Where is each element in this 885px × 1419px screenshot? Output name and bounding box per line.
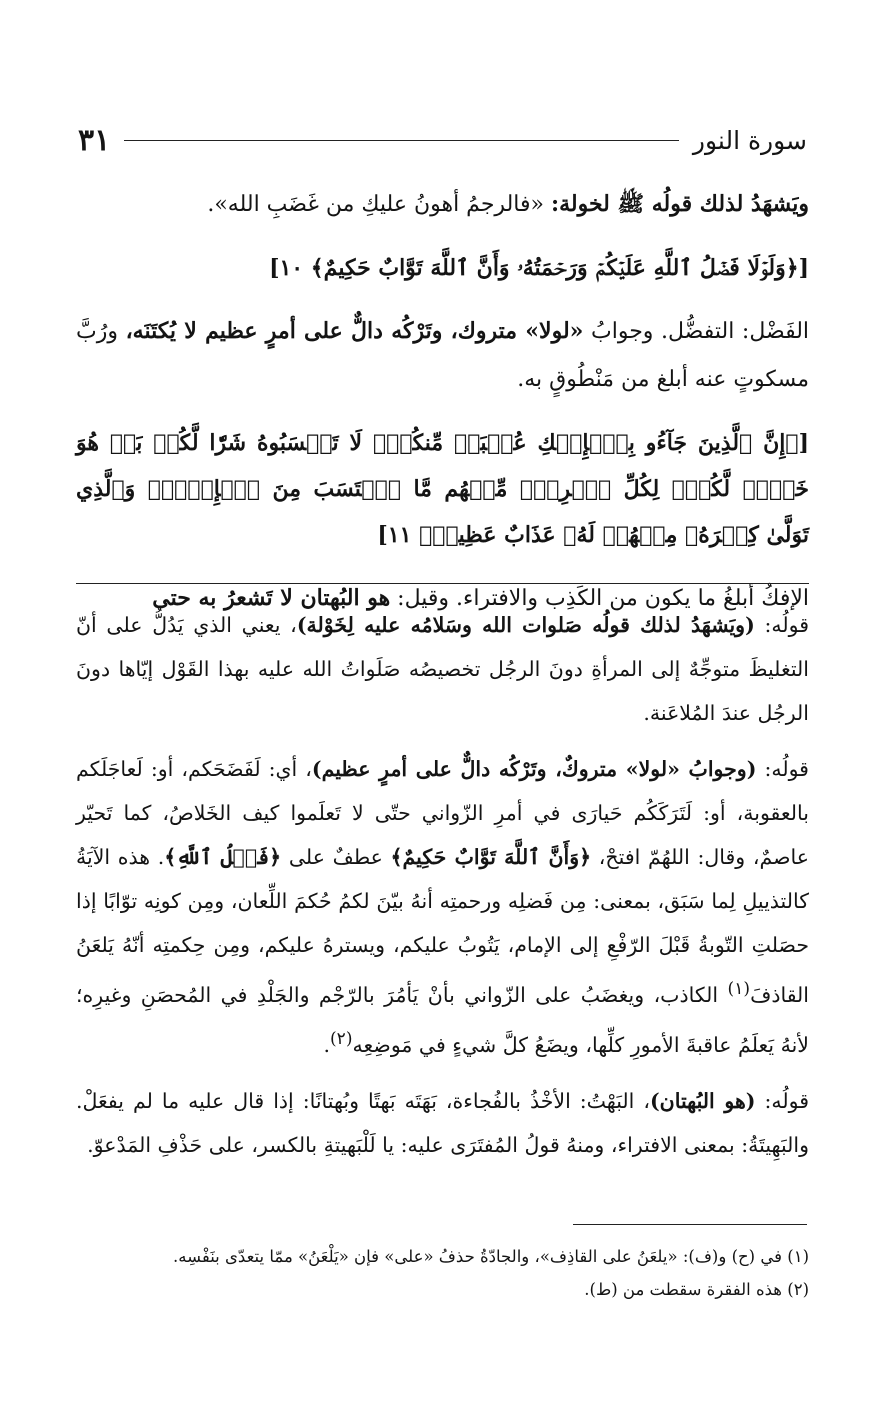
commentary-2-verse-a: ﴿وَأَنَّ ٱللَّهَ تَوَّابٌ حَكِيمٌ﴾ [390,845,592,869]
commentary-2-part-a: ، أي: لَفَضَحَكم، أو: لَعاجَلَكم بالعقوبة، أو: لَتَرَكَكُم حَيارَى في أمرِ الزّواني حتّى لا تَعلَموا كيف الخَلاصُ، كما تَحيّر عاصمٌ، وقال: اللهُمّ افتحْ، [76,757,809,869]
surah-name: سورة النور [692,125,807,155]
commentary-2-part-c: . هذه الآيَةُ كالتذييلِ لِما سَبَق، بمعنى: مِن فَضلِه ورحمتِه أنهُ بيّنَ لكمُ حُكمَ اللِّعان، ومِن كونِه توّابًا إذا حصَلتِ التّوبةُ قَبْلَ الرّفْعِ إلى الإمام، يَتُوبُ عليكم، ويسترهُ عليكم، ومِن حِكمتِه أنّهُ يَلعَنُ القاذفَ [76,845,809,1007]
commentary-paragraph-1 [76,603,809,735]
main-paragraph-2-end: ورُبَّ مسكوتٍ عنه أبلغ من مَنْطُوقٍ به. [76,319,809,392]
main-paragraph-2 [76,307,809,404]
quran-verse-11: [﴿إِنَّ ٱلَّذِينَ جَآءُو بِٱلۡإِفۡكِ عُصۡبَةٞ مِّنكُمۡۚ لَا تَحۡسَبُوهُ شَرّٗا لَّكُمۖ بَلۡ هُوَ خَيۡرٞ لَّكُمۡۚ لِكُلِّ ٱمۡرِيٕٖ مِّنۡهُم مَّا ٱكۡتَسَبَ مِنَ ٱلۡإِثۡمِۚ وَٱلَّذِي تَوَلَّىٰ كِبۡرَهُۥ مِنۡهُمۡ لَهُۥ عَذَابٌ عَظِيمٞ﴾ ١١] [76,430,809,548]
commentary-1-quote: (ويَشهَدُ لذلك قولُه صَلوات الله وسَلامُه عليه لِخَوْلة) [296,613,755,637]
footnote-ref-1[interactable]: (١) [727,979,751,999]
page-header [78,118,807,162]
header-rule [124,140,679,141]
main-paragraph-3-bold: هو البُهتان لا تَشعرُ به حتى [152,585,391,611]
commentary-paragraph-2 [76,747,809,1067]
main-paragraph-2-start: الفَضْل: التفضُّل. وجوابُ [583,319,810,344]
commentary-2-part-b: عطفٌ على [281,845,391,869]
footnotes [76,1240,809,1306]
main-paragraph-2-bold: «لولا» متروك، وتَرْكُه دالٌّ على أمرٍ عظيم لا يُكتَنَه، [125,318,584,344]
commentary-3-rest: ، البَهْتُ: الأخْذُ بالفُجاءة، بَهَتَه بَهتًا وبُهتانًا: إذا قال عليه ما لم يفعَلْ. والبَهِيتَةُ: بمعنى الافتراء، ومنهُ قولُ المُفتَرَى عليه: يا لَلْبَهيتةِ بالكسر، على حَذْفِ المَدْعوّ. [76,1088,809,1157]
main-text [76,180,809,623]
commentary-1-lead: قولُه: [754,613,810,637]
commentary-2-part-e: . [323,1032,330,1057]
commentary-2-verse-b: ﴿فَضۡلُ ٱللَّهِ﴾ [164,845,282,869]
footnote-ref-2[interactable]: (٢) [330,1028,353,1049]
main-paragraph-3-start: الإفكُ أبلغُ ما يكون من الكَذِب والافتراء. وقيل: [390,586,809,611]
commentary [76,603,809,1167]
footnote-2: (٢) هذه الفقرة سقطت من (ط). [584,1280,809,1299]
commentary-2-part-d: الكاذب، ويغضَبُ على الزّواني بأنْ يَأمُرَ بالرّجْم والجَلْدِ في المُحصَنِ وغيرِه؛ لأنهُ يَعلَمُ عاقبةَ الأمورِ كلِّها، ويضَعُ كلَّ شيءٍ في مَوضِعِه [76,982,809,1057]
commentary-1-rest: ، يعني الذي يَدُلُّ على أنّ التغليظَ متوجِّهٌ إلى المرأةِ دونَ الرجُل تخصيصُه صَلَواتُ الله عليه بهذا القَوْل إيّاها دونَ الرجُل عندَ المُلاعَنة. [76,613,809,725]
commentary-paragraph-3 [76,1079,809,1167]
footnote-1: (١) في (ح) و(ف): «يلعَنُ على القاذِف»، والجادّةُ حذفُ «على» فإن «يَلْعَنُ» ممّا يتعدّى بنَفْسِه. [173,1247,809,1266]
quran-verse-10: [﴿وَلَوۡلَا فَضۡلُ ٱللَّهِ عَلَيۡكُمۡ وَرَحۡمَتُهُۥ وَأَنَّ ٱللَّهَ تَوَّابٌ حَكِيمٌ﴾ ١٠] [269,255,809,281]
main-paragraph-1-rest: «فالرجمُ أهونُ عليكِ من غَضَبِ الله». [207,192,551,217]
commentary-2-quote: (وجوابُ «لولا» متروكٌ، وتَرْكُه دالٌّ على أمرٍ عظيم) [311,757,757,781]
commentary-3-lead: قولُه: [755,1088,809,1113]
footnote-rule [573,1224,807,1225]
section-separator [76,583,809,584]
commentary-3-quote: (هو البُهتان) [649,1088,756,1113]
main-paragraph-1 [76,180,809,229]
main-paragraph-1-bold: ويَشهَدُ لذلك قولُه ﷺ لخولة: [550,191,809,217]
page-number: ٣١ [78,122,111,158]
commentary-2-lead: قولُه: [756,757,809,781]
